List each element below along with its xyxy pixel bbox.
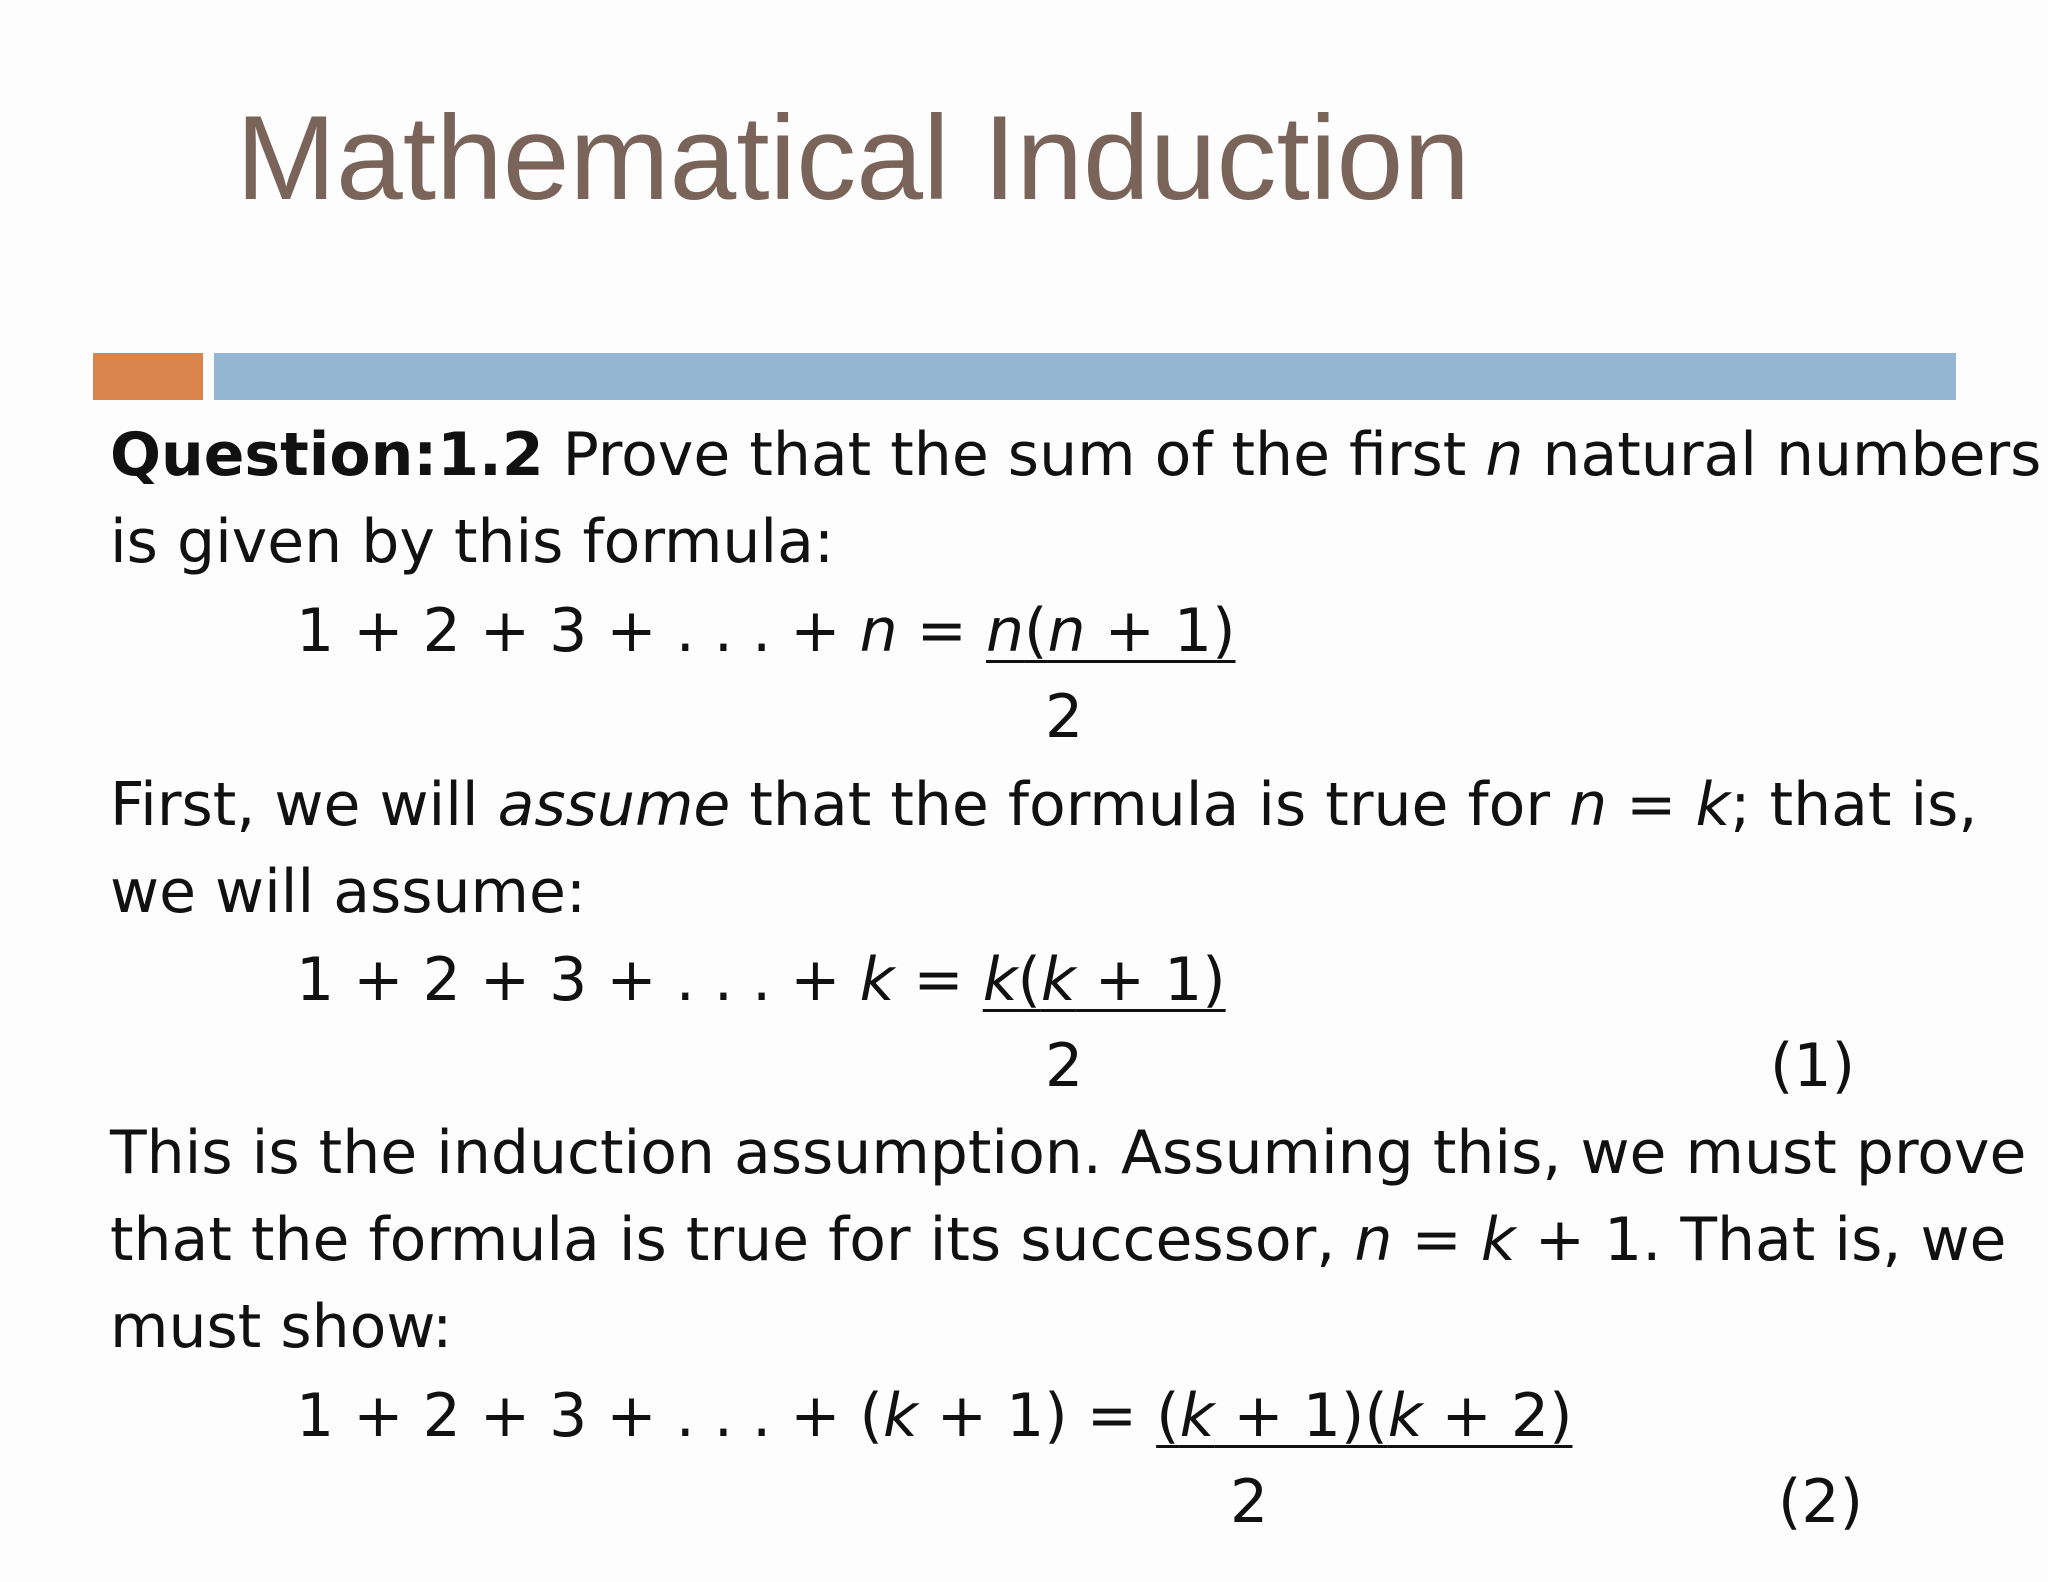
assume-line-1: First, we will assume that the formula is true for n = k; that is, (110, 770, 1978, 840)
title-accent-blue-bar (214, 353, 1956, 400)
assume-line-2: we will assume: (110, 857, 587, 927)
induction-line-2: that the formula is true for its successor, n = k + 1. That is, we (110, 1205, 2007, 1275)
formula-2-label: (1) (1770, 1031, 1855, 1101)
formula-1-lhs-a: 1 + 2 + 3 + . . . + (296, 596, 860, 666)
formula-3-label: (2) (1778, 1467, 1863, 1537)
formula-1-numerator: n(n + 1) (986, 596, 1236, 666)
formula-1-lhs-var: n (859, 596, 898, 666)
slide-title: Mathematical Induction (236, 91, 1470, 225)
formula-3-numerator: (k + 1)(k + 2) (1156, 1381, 1573, 1451)
formula-2-denominator: 2 (1045, 1031, 1084, 1101)
assume-emphasis: assume (497, 770, 731, 840)
formula-1-lhs-b: = (897, 596, 987, 666)
formula-2: 1 + 2 + 3 + . . . + k = k(k + 1) (296, 945, 1226, 1015)
formula-3: 1 + 2 + 3 + . . . + (k + 1) = (k + 1)(k + 2) (296, 1381, 1573, 1451)
formula-1-denominator: 2 (1045, 682, 1084, 752)
induction-line-3: must show: (110, 1292, 453, 1362)
formula-3-denominator: 2 (1230, 1467, 1269, 1537)
question-line-1 (110, 415, 2041, 495)
formula-2-numerator: k(k + 1) (982, 945, 1226, 1015)
formula-1 (296, 591, 1236, 671)
question-label: Question:1.2 (110, 420, 544, 490)
title-accent-orange-bar (93, 353, 203, 400)
question-text-b: natural numbers (1523, 420, 2042, 490)
induction-line-1: This is the induction assumption. Assuming this, we must prove (110, 1118, 2027, 1188)
question-line-2: is given by this formula: (110, 507, 835, 577)
question-text-a: Prove that the sum of the first (543, 420, 1486, 490)
question-var-n: n (1485, 420, 1524, 490)
